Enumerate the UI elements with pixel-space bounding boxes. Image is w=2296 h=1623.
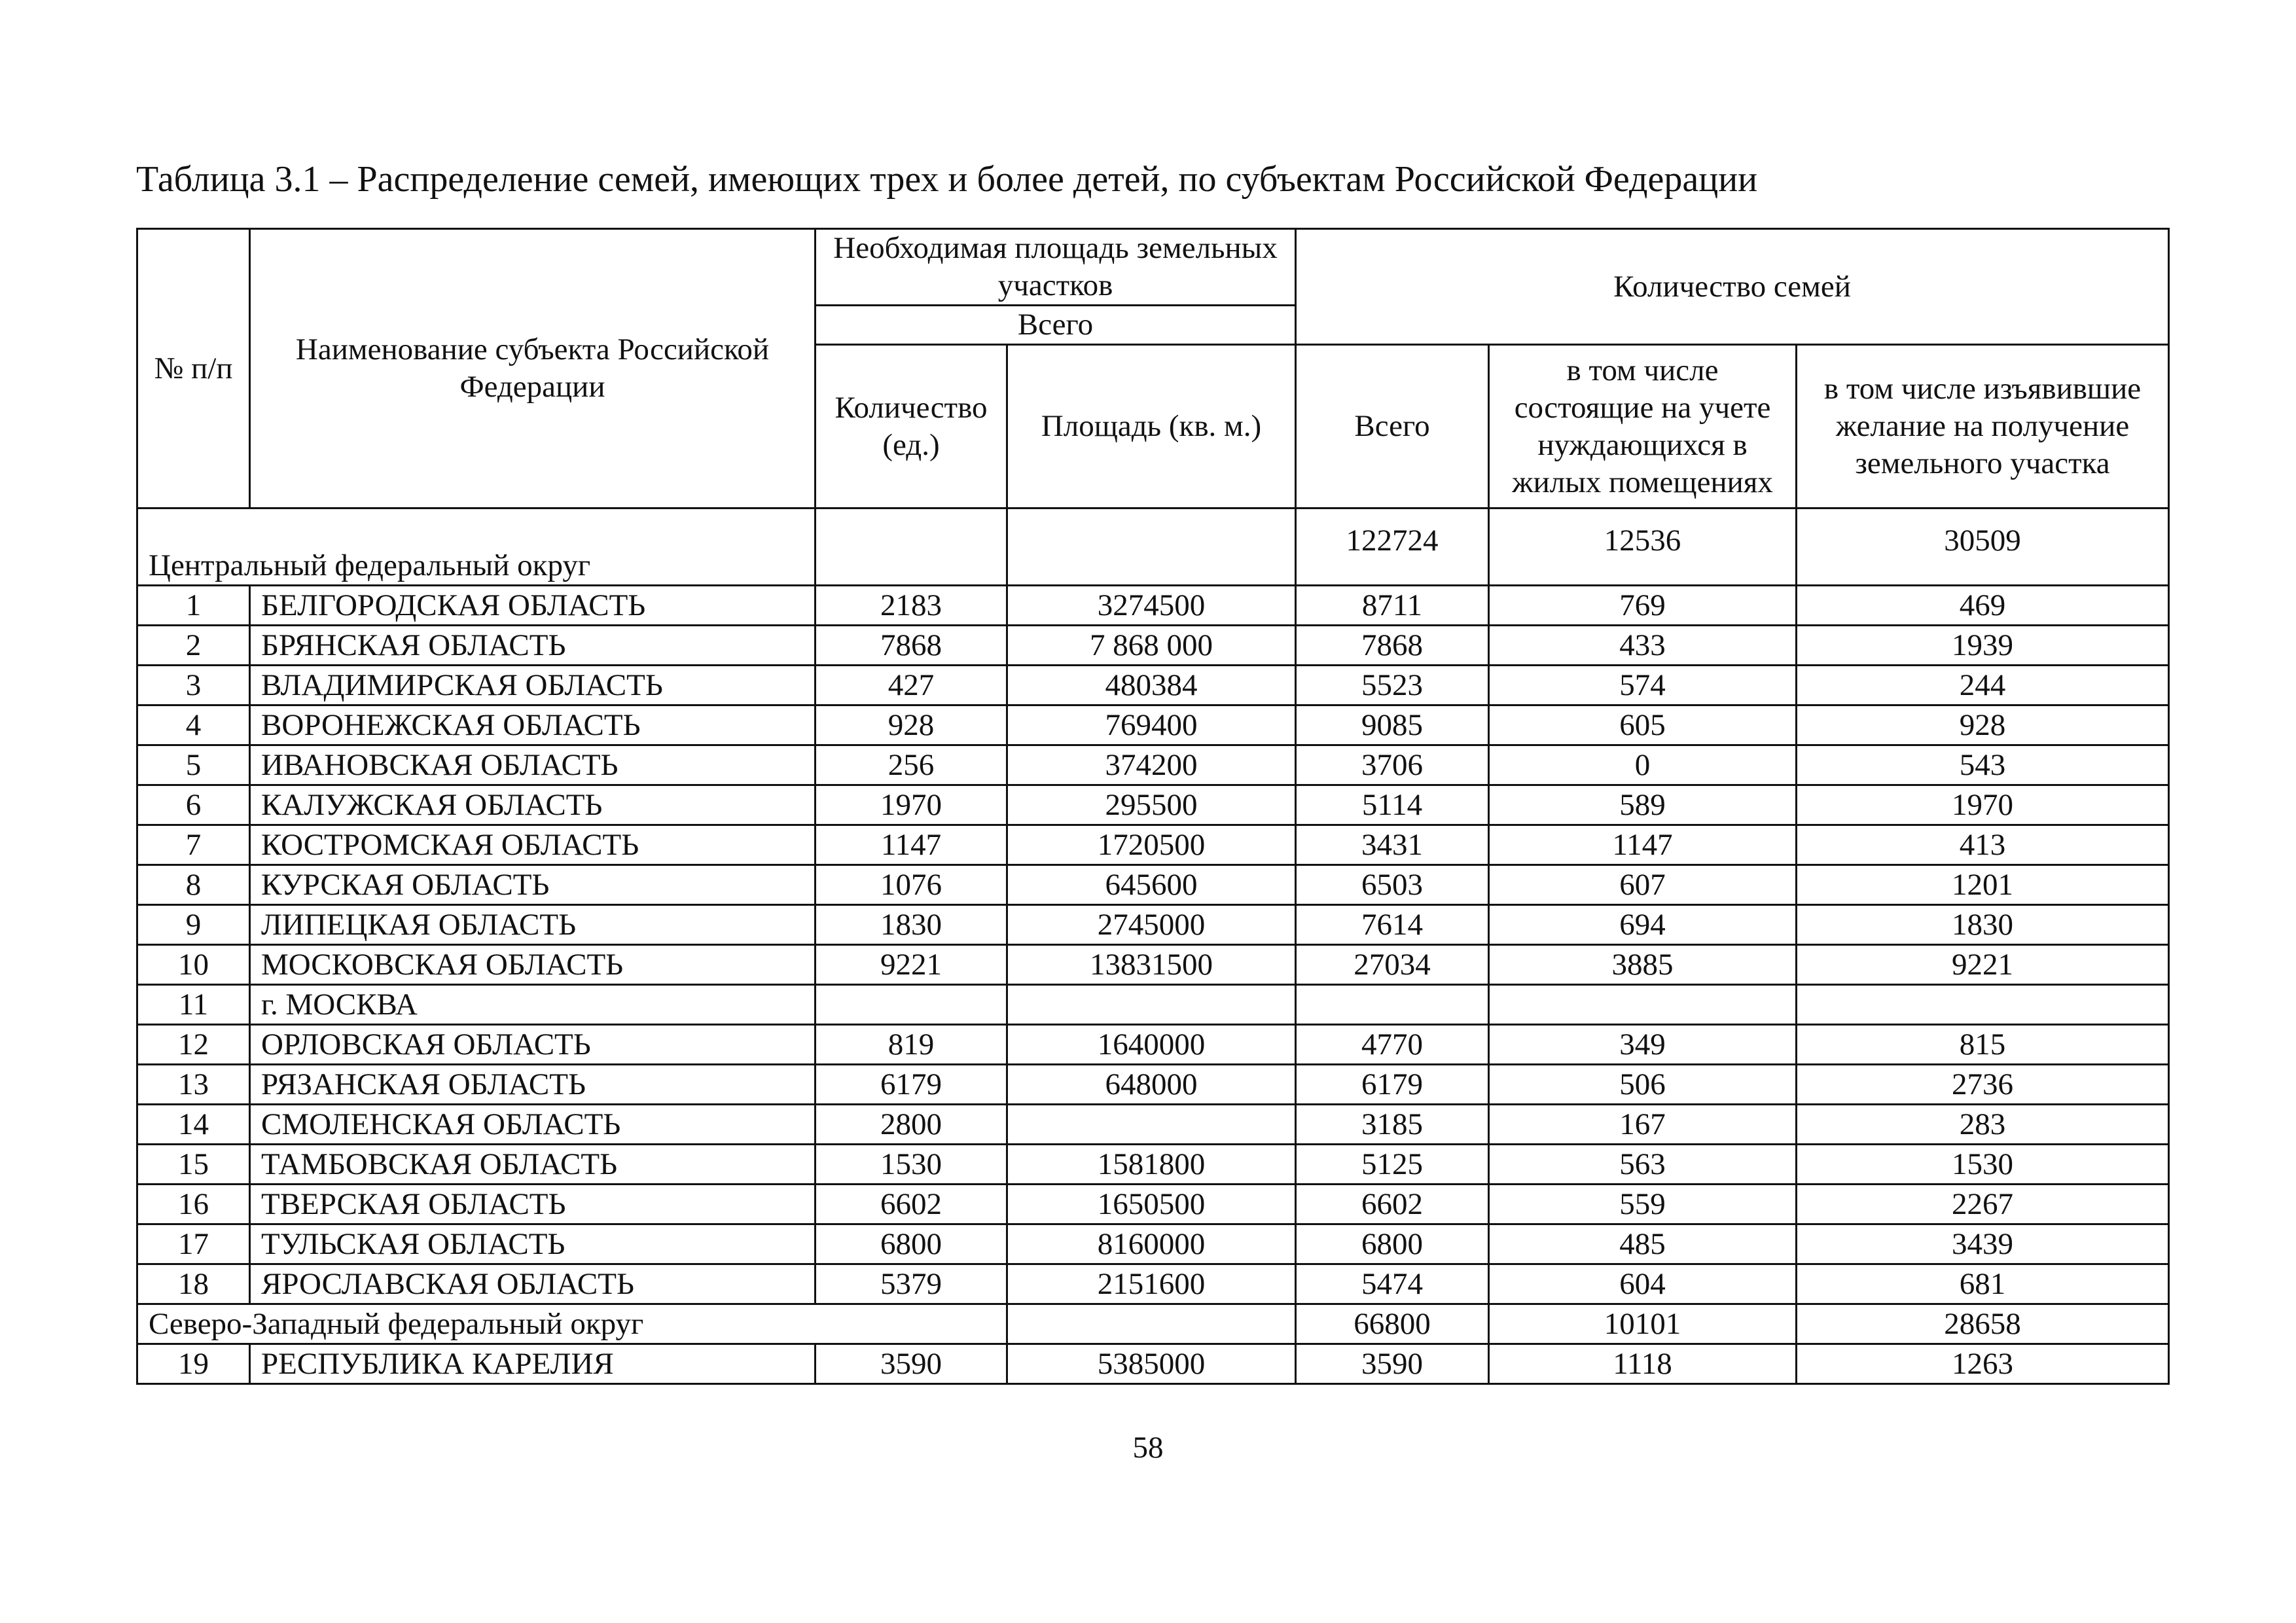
plot-area: 645600 (1007, 865, 1296, 905)
families-registered: 1118 (1489, 1344, 1797, 1384)
plot-count: 1970 (816, 785, 1007, 825)
families-wishing: 815 (1797, 1025, 2169, 1065)
families-wishing: 1939 (1797, 626, 2169, 666)
subject-name: МОСКОВСКАЯ ОБЛАСТЬ (250, 945, 816, 985)
families-wishing: 1263 (1797, 1344, 2169, 1384)
page-number: 58 (1132, 1431, 1164, 1465)
families-wishing: 3439 (1797, 1224, 2169, 1264)
families-wishing: 1970 (1797, 785, 2169, 825)
plot-area: 295500 (1007, 785, 1296, 825)
subject-name: ИВАНОВСКАЯ ОБЛАСТЬ (250, 745, 816, 785)
table-row (137, 785, 2169, 825)
plot-area: 8160000 (1007, 1224, 1296, 1264)
row-number: 14 (137, 1105, 250, 1145)
table-row (137, 626, 2169, 666)
row-number: 17 (137, 1224, 250, 1264)
families-wishing: 681 (1797, 1264, 2169, 1304)
families-total: 9085 (1296, 705, 1489, 745)
row-number: 7 (137, 825, 250, 865)
table-row (137, 945, 2169, 985)
table-row (137, 1185, 2169, 1224)
row-number: 16 (137, 1185, 250, 1224)
families-total: 6179 (1296, 1065, 1489, 1105)
subject-name: г. МОСКВА (250, 985, 816, 1025)
families-total: 3185 (1296, 1105, 1489, 1145)
plot-count: 7868 (816, 626, 1007, 666)
families-total: 5523 (1296, 666, 1489, 705)
district-count (816, 508, 1007, 586)
subject-name: ВЛАДИМИРСКАЯ ОБЛАСТЬ (250, 666, 816, 705)
district-name: Центральный федеральный округ (137, 508, 816, 586)
families-registered: 589 (1489, 785, 1797, 825)
families-wishing: 283 (1797, 1105, 2169, 1145)
families-registered: 167 (1489, 1105, 1797, 1145)
table-row (137, 1065, 2169, 1105)
families-registered: 604 (1489, 1264, 1797, 1304)
families-wishing: 1530 (1797, 1145, 2169, 1185)
row-number: 1 (137, 586, 250, 626)
header-count: Количество (ед.) (816, 345, 1007, 508)
header-land-area: Необходимая площадь земельных участков (816, 229, 1296, 306)
families-wishing: 413 (1797, 825, 2169, 865)
plot-area: 5385000 (1007, 1344, 1296, 1384)
families-registered: 433 (1489, 626, 1797, 666)
row-number: 6 (137, 785, 250, 825)
row-number: 8 (137, 865, 250, 905)
families-total: 6503 (1296, 865, 1489, 905)
subject-name: КУРСКАЯ ОБЛАСТЬ (250, 865, 816, 905)
plot-area: 1581800 (1007, 1145, 1296, 1185)
header-total-sub: Всего (816, 306, 1296, 345)
table-row (137, 825, 2169, 865)
subject-name: ВОРОНЕЖСКАЯ ОБЛАСТЬ (250, 705, 816, 745)
subject-name: БЕЛГОРОДСКАЯ ОБЛАСТЬ (250, 586, 816, 626)
district-registered: 10101 (1489, 1304, 1797, 1344)
subject-name: ТВЕРСКАЯ ОБЛАСТЬ (250, 1185, 816, 1224)
district-row-northwest (137, 1304, 2169, 1344)
header-families-wishing: в том числе изъявившие желание на получение земельного участка (1797, 345, 2169, 508)
plot-area: 2745000 (1007, 905, 1296, 945)
families-table (136, 228, 2170, 1385)
plot-count: 1076 (816, 865, 1007, 905)
plot-count: 928 (816, 705, 1007, 745)
table-row (137, 745, 2169, 785)
plot-count: 1530 (816, 1145, 1007, 1185)
families-total: 27034 (1296, 945, 1489, 985)
families-total: 7868 (1296, 626, 1489, 666)
families-wishing: 2736 (1797, 1065, 2169, 1105)
families-registered (1489, 985, 1797, 1025)
families-registered: 563 (1489, 1145, 1797, 1185)
families-registered: 506 (1489, 1065, 1797, 1105)
table-row (137, 1344, 2169, 1384)
table-title: Таблица 3.1 – Распределение семей, имеющих трех и более детей, по субъектам Российской Федерации (136, 159, 1758, 200)
plot-count: 9221 (816, 945, 1007, 985)
families-registered: 485 (1489, 1224, 1797, 1264)
header-families-total: Всего (1296, 345, 1489, 508)
row-number: 19 (137, 1344, 250, 1384)
subject-name: РЯЗАНСКАЯ ОБЛАСТЬ (250, 1065, 816, 1105)
families-wishing: 1830 (1797, 905, 2169, 945)
families-total: 6800 (1296, 1224, 1489, 1264)
table-row (137, 865, 2169, 905)
plot-area: 13831500 (1007, 945, 1296, 985)
plot-count: 6179 (816, 1065, 1007, 1105)
families-total: 5114 (1296, 785, 1489, 825)
district-area (1007, 1304, 1296, 1344)
plot-area: 374200 (1007, 745, 1296, 785)
row-number: 10 (137, 945, 250, 985)
table-row (137, 1145, 2169, 1185)
families-wishing: 928 (1797, 705, 2169, 745)
plot-count: 1830 (816, 905, 1007, 945)
row-number: 5 (137, 745, 250, 785)
plot-count: 5379 (816, 1264, 1007, 1304)
plot-count: 2183 (816, 586, 1007, 626)
families-total: 4770 (1296, 1025, 1489, 1065)
table-row (137, 985, 2169, 1025)
families-wishing: 2267 (1797, 1185, 2169, 1224)
subject-name: КОСТРОМСКАЯ ОБЛАСТЬ (250, 825, 816, 865)
families-registered: 769 (1489, 586, 1797, 626)
families-wishing: 9221 (1797, 945, 2169, 985)
table-row (137, 586, 2169, 626)
families-registered: 1147 (1489, 825, 1797, 865)
plot-area: 2151600 (1007, 1264, 1296, 1304)
families-wishing: 1201 (1797, 865, 2169, 905)
plot-area: 480384 (1007, 666, 1296, 705)
subject-name: ОРЛОВСКАЯ ОБЛАСТЬ (250, 1025, 816, 1065)
families-total: 5474 (1296, 1264, 1489, 1304)
table-row (137, 1105, 2169, 1145)
plot-count: 1147 (816, 825, 1007, 865)
families-total: 3706 (1296, 745, 1489, 785)
district-name: Северо-Западный федеральный округ (137, 1304, 1007, 1344)
row-number: 2 (137, 626, 250, 666)
district-registered: 12536 (1489, 508, 1797, 586)
row-number: 3 (137, 666, 250, 705)
table-row (137, 1264, 2169, 1304)
subject-name: СМОЛЕНСКАЯ ОБЛАСТЬ (250, 1105, 816, 1145)
header-name: Наименование субъекта Российской Федерации (250, 229, 816, 508)
plot-count: 819 (816, 1025, 1007, 1065)
plot-area (1007, 985, 1296, 1025)
plot-count (816, 985, 1007, 1025)
subject-name: ЛИПЕЦКАЯ ОБЛАСТЬ (250, 905, 816, 945)
district-total: 122724 (1296, 508, 1489, 586)
district-row-central (137, 508, 2169, 586)
families-wishing (1797, 985, 2169, 1025)
row-number: 15 (137, 1145, 250, 1185)
district-area (1007, 508, 1296, 586)
families-registered: 607 (1489, 865, 1797, 905)
plot-count: 427 (816, 666, 1007, 705)
families-registered: 559 (1489, 1185, 1797, 1224)
families-registered: 574 (1489, 666, 1797, 705)
plot-area: 769400 (1007, 705, 1296, 745)
row-number: 11 (137, 985, 250, 1025)
header-families-registered: в том числе состоящие на учете нуждающихся в жилых помещениях (1489, 345, 1797, 508)
row-number: 18 (137, 1264, 250, 1304)
plot-count: 256 (816, 745, 1007, 785)
district-total: 66800 (1296, 1304, 1489, 1344)
families-total (1296, 985, 1489, 1025)
families-registered: 0 (1489, 745, 1797, 785)
table-row (137, 905, 2169, 945)
plot-count: 6602 (816, 1185, 1007, 1224)
district-wishing: 28658 (1797, 1304, 2169, 1344)
families-total: 3590 (1296, 1344, 1489, 1384)
row-number: 12 (137, 1025, 250, 1065)
row-number: 9 (137, 905, 250, 945)
subject-name: РЕСПУБЛИКА КАРЕЛИЯ (250, 1344, 816, 1384)
families-total: 5125 (1296, 1145, 1489, 1185)
header-row-1 (137, 229, 2169, 306)
families-total: 3431 (1296, 825, 1489, 865)
plot-area: 1640000 (1007, 1025, 1296, 1065)
families-registered: 349 (1489, 1025, 1797, 1065)
table-row (137, 1025, 2169, 1065)
families-total: 6602 (1296, 1185, 1489, 1224)
plot-count: 6800 (816, 1224, 1007, 1264)
row-number: 4 (137, 705, 250, 745)
subject-name: ТАМБОВСКАЯ ОБЛАСТЬ (250, 1145, 816, 1185)
table-row (137, 666, 2169, 705)
subject-name: БРЯНСКАЯ ОБЛАСТЬ (250, 626, 816, 666)
subject-name: ЯРОСЛАВСКАЯ ОБЛАСТЬ (250, 1264, 816, 1304)
subject-name: ТУЛЬСКАЯ ОБЛАСТЬ (250, 1224, 816, 1264)
families-total: 7614 (1296, 905, 1489, 945)
plot-area: 648000 (1007, 1065, 1296, 1105)
families-total: 8711 (1296, 586, 1489, 626)
families-registered: 3885 (1489, 945, 1797, 985)
plot-count: 3590 (816, 1344, 1007, 1384)
plot-count: 2800 (816, 1105, 1007, 1145)
row-number: 13 (137, 1065, 250, 1105)
header-num: № п/п (137, 229, 250, 508)
header-area: Площадь (кв. м.) (1007, 345, 1296, 508)
district-wishing: 30509 (1797, 508, 2169, 586)
families-wishing: 469 (1797, 586, 2169, 626)
families-wishing: 244 (1797, 666, 2169, 705)
plot-area: 1720500 (1007, 825, 1296, 865)
families-registered: 605 (1489, 705, 1797, 745)
table-row (137, 705, 2169, 745)
subject-name: КАЛУЖСКАЯ ОБЛАСТЬ (250, 785, 816, 825)
families-registered: 694 (1489, 905, 1797, 945)
plot-area: 1650500 (1007, 1185, 1296, 1224)
table-row (137, 1224, 2169, 1264)
families-wishing: 543 (1797, 745, 2169, 785)
plot-area (1007, 1105, 1296, 1145)
plot-area: 7 868 000 (1007, 626, 1296, 666)
header-families: Количество семей (1296, 229, 2169, 345)
plot-area: 3274500 (1007, 586, 1296, 626)
